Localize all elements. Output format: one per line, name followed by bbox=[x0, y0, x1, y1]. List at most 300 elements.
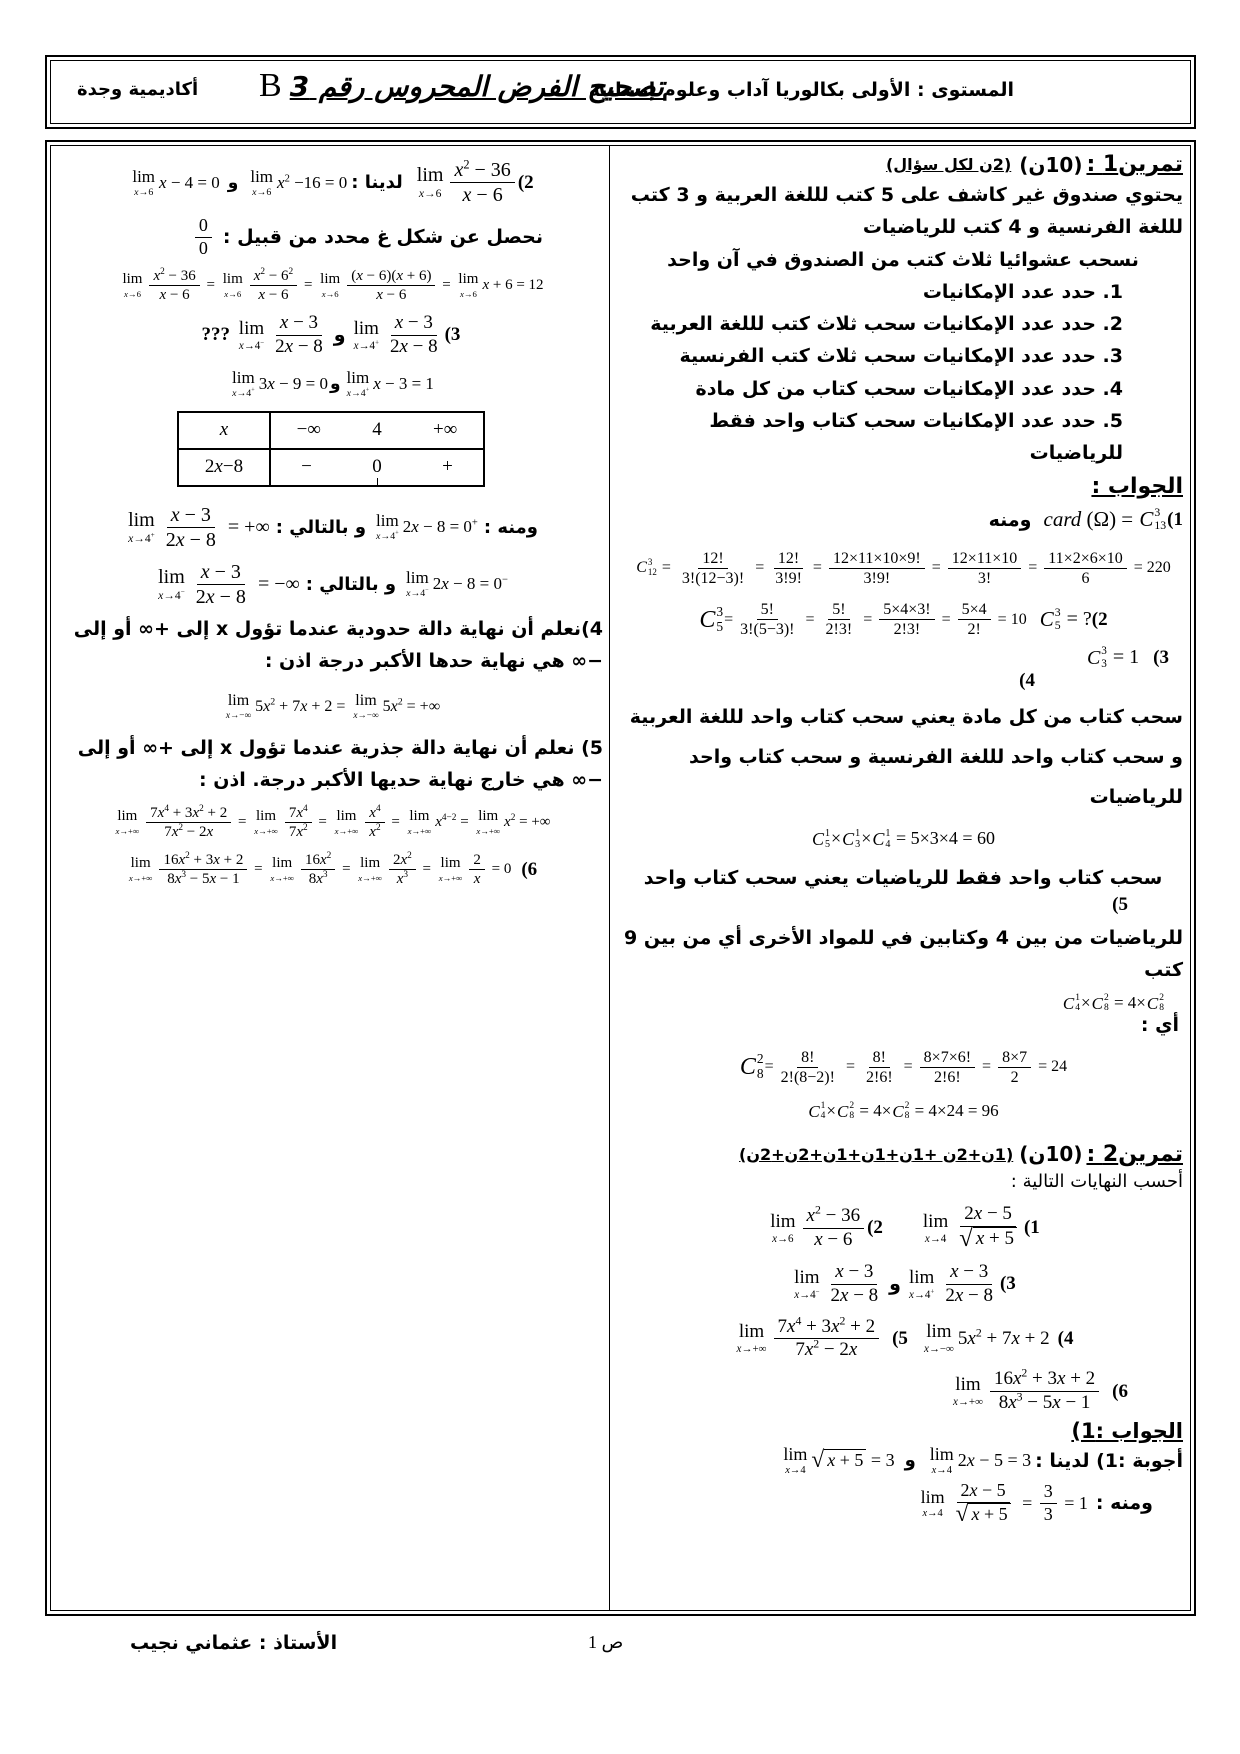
a5-text: سحب كتاب واحد فقط للرياضيات يعني سحب كتاب واحد bbox=[643, 866, 1163, 889]
combination: C 2 8 bbox=[837, 1100, 855, 1122]
limit: lim x→4+ bbox=[908, 1266, 935, 1301]
ans2-1b bbox=[623, 1480, 1183, 1526]
arabic-text: و bbox=[904, 1450, 916, 1472]
math-text: = 4× bbox=[855, 1101, 892, 1121]
combination: C 1 4 bbox=[872, 827, 891, 850]
math-text: = 1 bbox=[1107, 646, 1140, 669]
math-text: $x^2 -16 = 0$ bbox=[277, 172, 348, 192]
fraction bbox=[301, 851, 335, 888]
math-text: = ? bbox=[1061, 608, 1092, 631]
math-text: 5×4 bbox=[961, 600, 987, 618]
limit: lim x→4+ bbox=[346, 367, 370, 399]
math-text: 2! bbox=[967, 621, 981, 639]
math-text: 2x − 8 bbox=[945, 1284, 993, 1306]
sol2-chain bbox=[59, 267, 603, 304]
math-text: 2 bbox=[473, 852, 481, 869]
math-text: x − 3 = 1 bbox=[373, 373, 434, 393]
ex1-statement: يحتوي صندوق غير كاشف على 5 كتب لللغة العربية و 3 كتب لللغة الفرنسية و 4 كتب للرياضيات bbox=[630, 184, 1183, 239]
arabic-text: ومنه bbox=[988, 508, 1032, 531]
fraction bbox=[271, 312, 327, 359]
fraction bbox=[386, 312, 442, 359]
math-text: 12×11×10 bbox=[951, 549, 1018, 567]
math-text: x − 3 bbox=[394, 312, 433, 334]
combination: C 2 8 bbox=[1146, 992, 1164, 1014]
math-text: ??? bbox=[201, 324, 235, 346]
math-text: 8! bbox=[801, 1048, 815, 1066]
c3-line bbox=[623, 645, 1183, 670]
limit: lim x→4 bbox=[929, 1443, 954, 1476]
math-text: 3x − 9 = 0 bbox=[258, 373, 328, 393]
math-text: x − 3 bbox=[200, 560, 241, 583]
combination: C 2 8 bbox=[1091, 992, 1109, 1014]
math-text: 2x − 8 bbox=[195, 585, 246, 608]
math-text: 8×7×6! bbox=[923, 1048, 972, 1066]
math-text: $x^2 - 36$ bbox=[454, 157, 511, 181]
combination: C 3 13 bbox=[1139, 505, 1167, 532]
fraction bbox=[195, 215, 212, 259]
limit: lim x→+∞ bbox=[407, 808, 432, 837]
limit: lim x→4− bbox=[406, 568, 429, 600]
a4-text: سحب كتاب من كل مادة يعني سحب كتاب واحد لللغة العربية و سحب كتاب واحد لللغة الفرنسية و سحب كتاب واحد للرياضيات bbox=[629, 705, 1183, 808]
math-text: (1 bbox=[1167, 508, 1183, 530]
limit: lim x→4− bbox=[794, 1266, 820, 1301]
math-text: (3 bbox=[1153, 646, 1169, 668]
math-text: x − 3 bbox=[170, 503, 211, 526]
math-text: 5×4×3! bbox=[883, 600, 931, 618]
header-title-group bbox=[259, 67, 664, 105]
arabic-text: تمرين1 : bbox=[1086, 152, 1183, 177]
limit: lim x→4 bbox=[922, 1210, 949, 1245]
math-text: 2!6! bbox=[865, 1068, 893, 1086]
sign-table-label: 2 x −8 bbox=[179, 450, 271, 485]
arabic-text: (10ن) bbox=[1019, 1142, 1083, 1167]
a5-text2: للرياضيات من بين 4 وكتابين في للمواد الأخرى أي من بين 9 كتب bbox=[624, 927, 1183, 982]
arabic-text: و bbox=[333, 324, 346, 347]
math-text: = bbox=[338, 861, 355, 878]
math-text: (1 bbox=[1023, 1217, 1040, 1239]
limit: lim x→6 bbox=[458, 271, 479, 300]
sign-table-cell: 4 bbox=[372, 419, 382, 441]
math-text: x − 6 bbox=[159, 287, 190, 304]
math-text: = 5×3×4 = 60 bbox=[891, 828, 996, 849]
limit: lim x→4− bbox=[238, 317, 265, 352]
fraction bbox=[285, 804, 312, 841]
limit: lim x→4 bbox=[920, 1486, 945, 1519]
math-text: $x^2$ bbox=[369, 823, 381, 841]
math-text: x − 3 bbox=[950, 1261, 989, 1283]
math-text: = bbox=[314, 814, 331, 831]
math-text: x − 4 = 0 bbox=[159, 172, 220, 192]
header-academy: أكاديمية وجدة bbox=[77, 79, 199, 100]
a5-eq1 bbox=[623, 993, 1183, 1014]
limit: lim x→+∞ bbox=[334, 808, 359, 837]
fraction bbox=[450, 158, 514, 207]
combination: C 1 4 bbox=[808, 1100, 826, 1122]
limit: lim x→−∞ bbox=[225, 692, 252, 722]
math-text: $8x^3 - 5x - 1$ bbox=[167, 870, 240, 888]
combination: C 2 8 bbox=[739, 1051, 764, 1082]
math-text: = 24 bbox=[1034, 1058, 1068, 1076]
math-text: $5x^2$ = +∞ bbox=[382, 697, 441, 716]
limit: lim x→−∞ bbox=[923, 1321, 954, 1356]
ex2-q3 bbox=[623, 1261, 1183, 1308]
math-text: = bbox=[724, 610, 734, 628]
math-text: $8x^3$ bbox=[308, 870, 328, 888]
limit: lim x→4+ bbox=[353, 317, 379, 352]
limit: lim x→−∞ bbox=[353, 692, 379, 722]
math-text: 2!3! bbox=[893, 621, 921, 639]
fraction bbox=[347, 267, 435, 304]
arabic-text: (2ن لكل سؤال) bbox=[885, 155, 1012, 174]
content-box bbox=[45, 140, 1196, 1616]
math-text: (3 bbox=[444, 324, 461, 346]
math-text: 3!(5−3)! bbox=[740, 621, 795, 639]
limit: lim x→+∞ bbox=[128, 855, 153, 884]
math-text: = bbox=[202, 277, 219, 294]
math-text: x − 6 bbox=[462, 184, 503, 206]
math-text: $16x^2$ bbox=[305, 851, 332, 869]
math-text: x + 6 = 12 bbox=[482, 277, 544, 294]
arabic-text: و bbox=[329, 373, 341, 394]
fraction bbox=[365, 804, 384, 841]
math-text: (3 bbox=[999, 1273, 1016, 1295]
math-text: = bbox=[764, 1058, 774, 1076]
math-text: x − 6 bbox=[376, 287, 407, 304]
combination: C 3 5 bbox=[1039, 605, 1061, 632]
math-text: $x^2 - 36$ bbox=[153, 267, 196, 285]
math-text: 12! bbox=[702, 549, 724, 567]
arabic-text: و بالتالي : bbox=[275, 516, 367, 538]
arabic-text: (10ن) bbox=[1019, 152, 1083, 177]
math-text: 3 bbox=[1043, 1503, 1053, 1524]
math-text: 0 bbox=[198, 215, 208, 235]
ex2-intro: أحسب النهايات التالية : bbox=[1010, 1170, 1183, 1192]
math-text: $7x^2 - 2x$ bbox=[795, 1338, 858, 1361]
square-root: √ x + 5 bbox=[811, 1449, 866, 1472]
c8-equation bbox=[623, 1048, 1183, 1087]
limit: lim x→+∞ bbox=[115, 808, 140, 837]
fraction bbox=[469, 851, 485, 888]
math-text: = bbox=[899, 1058, 917, 1076]
math-text: 2x − 5 = 3 bbox=[957, 1450, 1032, 1471]
math-text: $x^2 - 6^2$ bbox=[253, 267, 294, 285]
sign-table-label: x bbox=[179, 413, 271, 450]
ay-label bbox=[623, 1014, 1183, 1036]
combination: C 2 8 bbox=[892, 1100, 910, 1122]
fraction bbox=[162, 503, 220, 552]
fraction bbox=[771, 549, 806, 588]
fraction bbox=[958, 600, 991, 639]
arabic-text: لدينا : bbox=[351, 172, 403, 193]
math-text: = bbox=[300, 277, 317, 294]
limit: lim x→+∞ bbox=[476, 808, 501, 837]
fraction bbox=[250, 267, 297, 304]
math-text: = −∞ bbox=[252, 572, 300, 595]
fraction bbox=[777, 1048, 839, 1087]
sol2-given bbox=[59, 158, 603, 207]
math-text: $7x^4$ bbox=[288, 804, 308, 822]
math-text: card bbox=[1043, 507, 1082, 532]
math-text: $7x^2$ bbox=[288, 823, 308, 841]
answer2-heading bbox=[623, 1419, 1183, 1443]
arabic-text: الجواب :1) bbox=[1071, 1418, 1183, 1443]
math-text: = bbox=[859, 610, 877, 628]
a1-card-line bbox=[623, 507, 1183, 533]
ex1-q1: 1. حدد عدد الإمكانيات bbox=[922, 280, 1123, 303]
sign-table-cell: − bbox=[301, 456, 312, 478]
fraction bbox=[774, 1316, 880, 1363]
math-text: x − 6 bbox=[258, 287, 289, 304]
ex1-q3: 3. حدد عدد الإمكانيات سحب ثلاث كتب الفرنسية bbox=[679, 345, 1123, 368]
fraction bbox=[146, 804, 231, 841]
limit: lim x→6 bbox=[250, 166, 274, 198]
math-text: = bbox=[1024, 559, 1042, 577]
sign-table-cell: −∞ bbox=[296, 419, 321, 441]
math-text: x bbox=[473, 871, 481, 888]
math-text: (Ω) = bbox=[1086, 507, 1139, 532]
math-text: = +∞ bbox=[222, 515, 270, 538]
sol4-eq bbox=[59, 693, 603, 721]
math-text: × bbox=[1081, 993, 1091, 1013]
sol3-plus bbox=[59, 503, 603, 552]
fraction bbox=[1044, 549, 1126, 588]
math-text: 8×7 bbox=[1002, 1048, 1028, 1066]
square-root: √ x + 5 bbox=[959, 1227, 1017, 1252]
limit: lim x→4− bbox=[158, 565, 185, 602]
math-text: $7x^4 + 3x^2 + 2$ bbox=[777, 1314, 876, 1337]
column-divider bbox=[609, 146, 610, 1610]
fraction bbox=[159, 851, 247, 888]
arabic-text: و bbox=[889, 1273, 901, 1296]
math-text: 11×2×6×10 bbox=[1048, 549, 1123, 567]
ex1-q2: 2. حدد عدد الإمكانيات سحب ثلاث كتب لللغة العربية bbox=[650, 313, 1123, 336]
math-text: (2 bbox=[517, 171, 534, 193]
arabic-text: (1ن+2ن +1ن+1ن+1ن+2ن+2ن) bbox=[739, 1144, 1014, 1164]
math-text: $x^2 - 36$ bbox=[806, 1203, 861, 1226]
math-text: 2!(8−2)! bbox=[780, 1068, 835, 1086]
sol4-note: 4)نعلم أن نهاية دالة حدودية عندما تؤول x إلى +∞ أو إلى −∞ هي نهاية حدها الأكبر درجة اذن : bbox=[73, 617, 603, 672]
math-text: = bbox=[418, 861, 435, 878]
limit: lim x→+∞ bbox=[952, 1373, 983, 1408]
math-text: (4 bbox=[1057, 1327, 1074, 1349]
limit: lim x→6 bbox=[770, 1210, 796, 1245]
math-text: $2x^2$ bbox=[392, 851, 412, 869]
fraction bbox=[829, 549, 925, 588]
sol6-eq bbox=[59, 851, 603, 888]
left-column bbox=[59, 150, 603, 888]
math-text: × bbox=[826, 1101, 837, 1121]
arabic-text: أي : bbox=[1140, 1013, 1179, 1036]
arabic-text: الجواب : bbox=[1091, 473, 1183, 499]
fraction bbox=[955, 1203, 1021, 1253]
header-level: المستوى : الأولى بكالوريا آداب وعلوم إنسانية bbox=[588, 79, 1014, 101]
page-title: تصحيح الفرض المحروس رقم 3 bbox=[289, 69, 664, 103]
fraction bbox=[803, 1205, 865, 1252]
right-column bbox=[623, 150, 1183, 1526]
math-text: $7x^2 - 2x$ bbox=[164, 823, 214, 841]
combination: C 3 12 bbox=[636, 557, 657, 578]
math-text: = bbox=[234, 814, 251, 831]
arabic-text: و بالتالي : bbox=[305, 573, 397, 595]
sign-table-cell: +∞ bbox=[433, 419, 458, 441]
c5-equation bbox=[623, 600, 1183, 639]
math-text: 2x − 5 bbox=[960, 1480, 1006, 1501]
math-text: = 220 bbox=[1129, 559, 1171, 577]
limit: lim x→6 bbox=[132, 166, 156, 198]
math-text: $5x^2 + 7x + 2$ bbox=[957, 1326, 1050, 1349]
math-text: $5x^2 + 7x + 2$ = bbox=[255, 697, 350, 716]
sign-table bbox=[59, 411, 603, 487]
math-text: = bbox=[387, 814, 404, 831]
sol5-note: 5) نعلم أن نهاية دالة جذرية عندما تؤول x إلى +∞ أو إلى −∞ هي خارج نهاية حديها الأكبر درجة. اذن : bbox=[77, 736, 603, 791]
fraction bbox=[862, 1048, 897, 1087]
limit: lim x→+∞ bbox=[736, 1321, 767, 1356]
math-text: × bbox=[831, 828, 842, 849]
combination: C 3 5 bbox=[699, 603, 724, 634]
sol3-lims bbox=[59, 369, 603, 399]
math-text: (2 bbox=[867, 1217, 883, 1239]
sign-table-cell: + bbox=[442, 456, 453, 478]
sol3-minus bbox=[59, 560, 603, 609]
math-text: (4 bbox=[1019, 669, 1035, 691]
limit: lim x→+∞ bbox=[358, 855, 382, 884]
math-text: (5 bbox=[1112, 894, 1128, 916]
limit: lim x→+∞ bbox=[254, 808, 278, 837]
math-text: = bbox=[657, 559, 675, 577]
q4-marker bbox=[623, 670, 1183, 692]
limit: lim x→+∞ bbox=[438, 855, 463, 884]
math-text: = bbox=[438, 277, 455, 294]
math-text: = bbox=[751, 559, 769, 577]
fraction bbox=[192, 560, 250, 609]
math-text: 2x − 8 bbox=[275, 335, 323, 357]
fraction bbox=[879, 600, 934, 639]
math-text: = 4× bbox=[1109, 993, 1146, 1013]
limit: lim x→4+ bbox=[128, 508, 155, 545]
fraction bbox=[827, 1261, 883, 1308]
math-text: 3!(12−3)! bbox=[681, 569, 745, 587]
math-text: 2x − 5 bbox=[964, 1203, 1012, 1225]
fraction bbox=[990, 1368, 1099, 1415]
math-text: $x^3$ bbox=[396, 870, 409, 888]
math-text: x − 3 bbox=[835, 1261, 874, 1283]
math-text: 0 bbox=[198, 237, 208, 258]
footer-page-number: ص 1 bbox=[588, 1632, 624, 1652]
math-text: = bbox=[808, 559, 826, 577]
fraction bbox=[389, 851, 416, 888]
ans2-1 bbox=[623, 1445, 1183, 1476]
math-text: $16x^2 + 3x + 2$ bbox=[163, 851, 244, 869]
ex1-draw: نسحب عشوائيا ثلاث كتب من الصندوق في آن واحد bbox=[667, 248, 1139, 271]
fraction bbox=[948, 549, 1021, 588]
math-text: 2x − 8 bbox=[389, 335, 438, 357]
math-text: $x^4$ bbox=[369, 804, 381, 822]
math-text: = 1 bbox=[1059, 1492, 1088, 1513]
math-text: x − 6 bbox=[814, 1228, 853, 1250]
arabic-text: نحصل عن شكل غ محدد من قبيل : bbox=[222, 226, 543, 249]
arabic-text: ومنه : bbox=[483, 516, 538, 538]
footer-teacher: الأستاذ : عثماني نجيب bbox=[130, 1632, 338, 1654]
fraction bbox=[941, 1261, 997, 1308]
math-text: 2!3! bbox=[825, 621, 853, 639]
fraction bbox=[1040, 1481, 1057, 1525]
math-text: (6 bbox=[1112, 1380, 1128, 1402]
math-text: = bbox=[801, 610, 819, 628]
header-box bbox=[45, 55, 1196, 129]
arabic-text: تمرين2 : bbox=[1086, 1141, 1183, 1167]
math-text: $8x^3 - 5x - 1$ bbox=[998, 1390, 1091, 1413]
math-text: 5! bbox=[832, 600, 846, 618]
math-text: 2x − 8 bbox=[830, 1284, 879, 1306]
math-text: 2x − 8 = 0+ bbox=[402, 517, 478, 537]
math-text: x − 3 bbox=[279, 312, 319, 334]
a5-eq2 bbox=[623, 1101, 1183, 1122]
combination: C 1 5 bbox=[811, 827, 830, 850]
math-text: 12! bbox=[777, 549, 800, 567]
math-text: 2!6! bbox=[934, 1068, 961, 1086]
ex1-q4: 4. حدد عدد الإمكانيات سحب كتاب من كل مادة bbox=[695, 377, 1123, 400]
sign-table-cell: 0 bbox=[366, 456, 388, 478]
ex2-heading bbox=[623, 1142, 1183, 1167]
sol5-eq bbox=[59, 804, 603, 841]
math-text: (6 bbox=[521, 858, 538, 880]
math-text: 8! bbox=[872, 1048, 886, 1066]
math-text: $x^2$ = +∞ bbox=[504, 813, 551, 831]
math-text: 3 bbox=[1043, 1481, 1053, 1502]
limit: lim x→6 bbox=[222, 271, 243, 300]
limit: lim x→6 bbox=[416, 164, 444, 201]
answer1-heading bbox=[623, 474, 1183, 499]
limit: lim x→+∞ bbox=[270, 855, 294, 884]
header-title-letter: B bbox=[259, 67, 282, 104]
ex2-q12 bbox=[623, 1203, 1183, 1253]
limit: lim x→4 bbox=[783, 1443, 808, 1476]
limit: lim x→4+ bbox=[232, 367, 255, 399]
math-text: $7x^4 + 3x^2 + 2$ bbox=[150, 804, 228, 822]
fraction bbox=[678, 549, 748, 588]
math-text: 3!9! bbox=[775, 569, 802, 587]
math-text: $x^{4-2}$ = bbox=[435, 813, 473, 831]
fraction bbox=[952, 1480, 1015, 1526]
math-text: = bbox=[978, 1058, 996, 1076]
fraction bbox=[920, 1048, 975, 1087]
ex1-heading bbox=[623, 152, 1183, 177]
arabic-text: أجوبة :1) لدينا : bbox=[1035, 1449, 1183, 1472]
math-text: 2x − 8 = 0− bbox=[432, 574, 508, 594]
ex2-q6 bbox=[623, 1368, 1183, 1415]
limit: lim x→4+ bbox=[376, 511, 399, 543]
math-text: (x − 6)(x + 6) bbox=[351, 268, 432, 285]
c12-equation bbox=[623, 549, 1183, 588]
math-text: (5 bbox=[892, 1327, 908, 1349]
arabic-text: ومنه : bbox=[1095, 1492, 1153, 1515]
math-text: = bbox=[927, 559, 945, 577]
math-text: = bbox=[1017, 1492, 1037, 1513]
arabic-text: و bbox=[227, 172, 239, 193]
math-text: 2 bbox=[1010, 1068, 1019, 1086]
sol3-head bbox=[59, 312, 603, 359]
fraction bbox=[736, 600, 798, 639]
math-text: = 0 bbox=[487, 861, 512, 878]
limit: lim x→6 bbox=[320, 271, 341, 300]
combination: C 1 4 bbox=[1062, 992, 1080, 1014]
ex2-q45 bbox=[623, 1316, 1183, 1363]
math-text: 2x − 8 bbox=[165, 528, 216, 551]
math-text: = bbox=[841, 1058, 859, 1076]
math-text: $16x^2 + 3x + 2$ bbox=[993, 1366, 1096, 1390]
sol2-form bbox=[59, 215, 603, 259]
q5-marker bbox=[623, 894, 1183, 916]
